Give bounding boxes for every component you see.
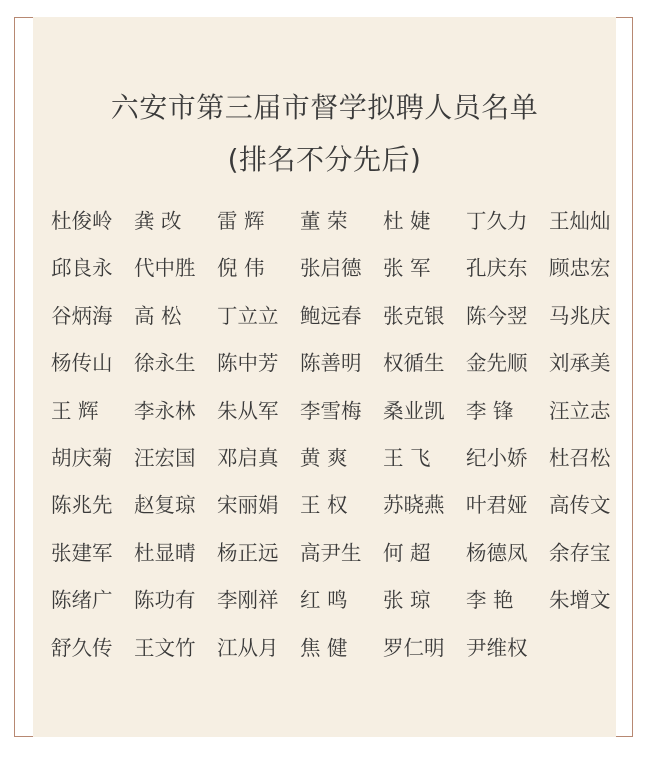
person-name: 雷 辉	[217, 209, 265, 233]
person-name: 杨德凤	[466, 540, 528, 565]
person-name: 陈今翌	[466, 303, 528, 328]
person-name: 舒久传	[51, 635, 113, 660]
person-name: 桑业凯	[383, 398, 445, 423]
person-name: 王 权	[300, 493, 348, 518]
person-name: 王 辉	[51, 398, 99, 423]
name-row	[51, 198, 611, 245]
person-name: 朱从军	[217, 398, 279, 423]
person-name: 杜召松	[549, 445, 611, 470]
person-name: 杨传山	[51, 351, 113, 376]
name-row	[51, 435, 611, 482]
person-name: 马兆庆	[549, 303, 611, 328]
person-name: 刘承美	[549, 351, 611, 376]
person-name: 赵复琼	[134, 493, 196, 518]
person-name: 高尹生	[300, 540, 362, 565]
person-name: 胡庆菊	[51, 445, 113, 470]
person-name: 焦 健	[300, 635, 348, 660]
person-name: 王灿灿	[549, 209, 611, 233]
person-name: 黄 爽	[300, 445, 348, 470]
person-name: 杜俊岭	[51, 209, 113, 233]
person-name: 杜显晴	[134, 540, 196, 565]
person-name: 陈善明	[300, 351, 362, 376]
person-name: 汪宏国	[134, 445, 196, 470]
name-row	[51, 625, 611, 672]
person-name: 叶君娅	[466, 493, 528, 518]
name-row	[51, 245, 611, 292]
person-name: 高传文	[549, 493, 611, 518]
name-row	[51, 293, 611, 340]
person-name: 王 飞	[383, 445, 431, 470]
name-row	[51, 577, 611, 624]
person-name: 何 超	[383, 540, 431, 565]
person-name: 李 锋	[466, 398, 514, 423]
person-name: 余存宝	[549, 540, 611, 565]
person-name: 朱增文	[549, 588, 611, 613]
person-name: 汪立志	[549, 398, 611, 423]
person-name: 杨正远	[217, 540, 279, 565]
name-row	[51, 340, 611, 387]
document-subtitle: (排名不分先后)	[227, 143, 422, 176]
person-name: 权循生	[383, 351, 445, 376]
document-title: 六安市第三届市督学拟聘人员名单	[110, 91, 539, 124]
person-name: 陈绪广	[51, 588, 113, 613]
person-name: 丁久力	[466, 209, 528, 233]
person-name: 邱良永	[51, 256, 113, 281]
person-name: 孔庆东	[466, 256, 528, 281]
person-name: 金先顺	[466, 351, 528, 376]
person-name: 李雪梅	[300, 398, 362, 423]
person-name: 龚 改	[134, 209, 182, 233]
person-name: 邓启真	[217, 445, 279, 470]
person-name: 谷炳海	[51, 303, 113, 328]
person-name: 李刚祥	[217, 588, 279, 613]
person-name: 张克银	[383, 303, 445, 328]
person-name: 高 松	[134, 303, 182, 328]
person-name: 王文竹	[134, 635, 196, 660]
person-name: 江从月	[217, 635, 279, 660]
person-name: 尹维权	[466, 635, 528, 660]
person-name: 鲍远春	[300, 303, 362, 328]
person-name: 董 荣	[300, 209, 348, 233]
name-row	[51, 530, 611, 577]
person-name: 纪小娇	[466, 445, 528, 470]
person-name: 张启德	[300, 256, 362, 281]
person-name: 代中胜	[134, 256, 196, 281]
person-name: 丁立立	[217, 303, 279, 328]
person-name: 李 艳	[466, 588, 514, 613]
name-row	[51, 482, 611, 529]
person-name: 罗仁明	[383, 635, 445, 660]
person-name: 陈中芳	[217, 351, 279, 376]
person-name: 红 鸣	[300, 588, 348, 613]
person-name: 李永林	[134, 398, 196, 423]
person-name: 张 琼	[383, 588, 431, 613]
person-name: 徐永生	[134, 351, 196, 376]
person-name: 陈功有	[134, 588, 196, 613]
person-name: 顾忠宏	[549, 256, 611, 281]
person-name: 陈兆先	[51, 493, 113, 518]
person-name: 张建军	[51, 540, 113, 565]
person-name: 倪 伟	[217, 256, 265, 281]
name-row	[51, 388, 611, 435]
person-name: 张 军	[383, 256, 431, 281]
person-name: 苏晓燕	[383, 493, 445, 518]
person-name: 杜 婕	[383, 209, 431, 233]
person-name: 宋丽娟	[217, 493, 279, 518]
name-list	[51, 198, 611, 672]
